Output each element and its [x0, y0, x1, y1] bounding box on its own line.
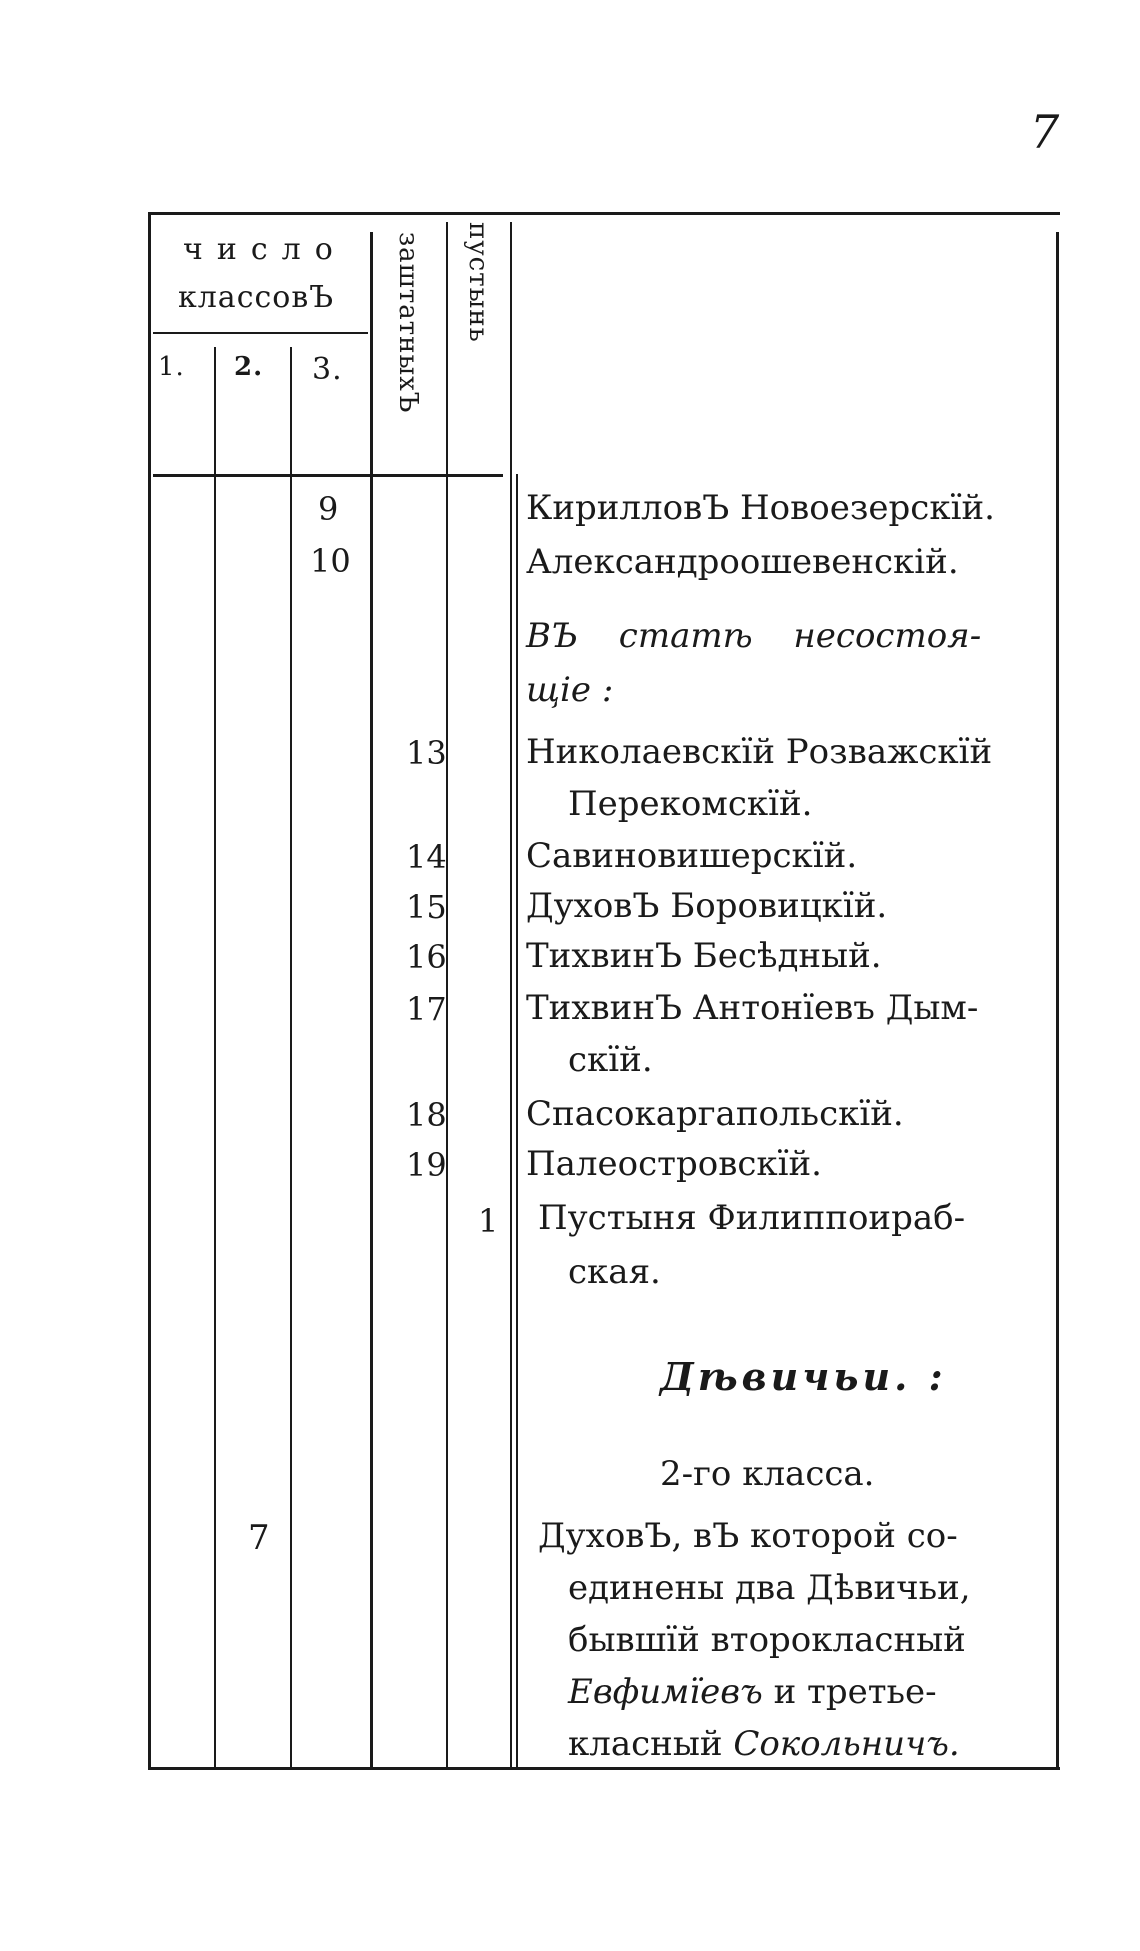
- row-name-aleksandroosh: Александроошевенскій.: [526, 542, 959, 582]
- entry-line-5-plain: класный: [568, 1724, 734, 1764]
- row-class3-9: 9: [318, 490, 339, 528]
- entry-class2-7: 7: [248, 1518, 270, 1558]
- row-name-nikolaevsky-2: Перекомскїй.: [568, 784, 813, 824]
- row-zasht-16: 16: [406, 938, 447, 976]
- subheading-ne-sostoyashchie-1: ВЪ статѣ несостоя-: [526, 616, 982, 656]
- row-name-savinovisher: Савиновишерскїй.: [526, 836, 858, 876]
- subheading-ne-sostoyashchie-2: щіе :: [526, 670, 614, 710]
- col2-col3-rule: [290, 347, 292, 1770]
- entry-line-4-rest: и третье-: [762, 1672, 937, 1712]
- header-zashtatnykh: заштатныхЪ: [393, 232, 423, 414]
- row-pust-1: 1: [478, 1202, 499, 1240]
- header-class-2: 2.: [234, 352, 264, 382]
- row-name-tikhvin-besedny: ТихвинЪ Бесѣдный.: [526, 936, 882, 976]
- row-zasht-18: 18: [406, 1096, 447, 1134]
- right-rule: [1056, 232, 1059, 1770]
- row-zasht-13: 13: [406, 734, 447, 772]
- row-name-tikhvin-antoniev-2: скїй.: [568, 1040, 653, 1080]
- row-name-pustynya-1: Пустыня Филиппоираб-: [538, 1198, 966, 1238]
- row-name-tikhvin-antoniev-1: ТихвинЪ Антонїевъ Дым-: [526, 988, 979, 1028]
- row-name-pustynya-2: ская.: [568, 1252, 661, 1292]
- entry-line-5: [568, 1724, 960, 1764]
- header-pustyni: пустынь: [463, 222, 493, 343]
- row-class3-10: 10: [310, 542, 351, 580]
- header-class-1: 1.: [158, 352, 185, 382]
- row-name-kirillov: КирилловЪ Новоезерскїй.: [526, 488, 995, 528]
- name-left-rule: [516, 474, 518, 1770]
- header-group-title-2: классовЪ: [178, 280, 335, 315]
- row-name-nikolaevsky-1: Николаевскїй Розважскїй: [526, 732, 993, 772]
- entry-line-1: ДуховЪ, вЪ которой со-: [538, 1516, 958, 1556]
- monastery-table: [148, 212, 1060, 1772]
- row-zasht-14: 14: [406, 838, 447, 876]
- top-rule: [148, 212, 1060, 215]
- header-group-title-1: число: [183, 232, 347, 267]
- row-zasht-17: 17: [406, 990, 447, 1028]
- entry-line-5-italic: Сокольничъ.: [733, 1724, 960, 1764]
- bottom-rule: [148, 1767, 1060, 1770]
- header-bottom-rule: [153, 474, 503, 477]
- row-name-dukhov-borovitsky: ДуховЪ Боровицкїй.: [526, 886, 888, 926]
- row-name-spasokargopol: Спасокаргапольскїй.: [526, 1094, 904, 1134]
- entry-line-4-italic: Евфимїевъ: [568, 1672, 763, 1712]
- section-subtitle: 2-го класса.: [660, 1454, 875, 1494]
- entry-line-3: бывшїй второкласный: [568, 1620, 966, 1660]
- pust-name-rule: [510, 222, 512, 1770]
- page-number: 7: [1030, 105, 1060, 159]
- entry-line-2: единены два Дѣвичьи,: [568, 1568, 971, 1608]
- col1-col2-rule: [214, 347, 216, 1770]
- left-rule: [148, 212, 151, 1770]
- row-zasht-19: 19: [406, 1146, 447, 1184]
- row-name-paleostrov: Палеостровскїй.: [526, 1144, 822, 1184]
- section-title: Дѣвичьи. :: [660, 1354, 947, 1399]
- col3-zasht-rule: [370, 232, 373, 1770]
- entry-line-4: [568, 1672, 937, 1712]
- class-group-rule: [153, 332, 368, 334]
- row-zasht-15: 15: [406, 888, 447, 926]
- header-class-3: 3.: [312, 352, 343, 387]
